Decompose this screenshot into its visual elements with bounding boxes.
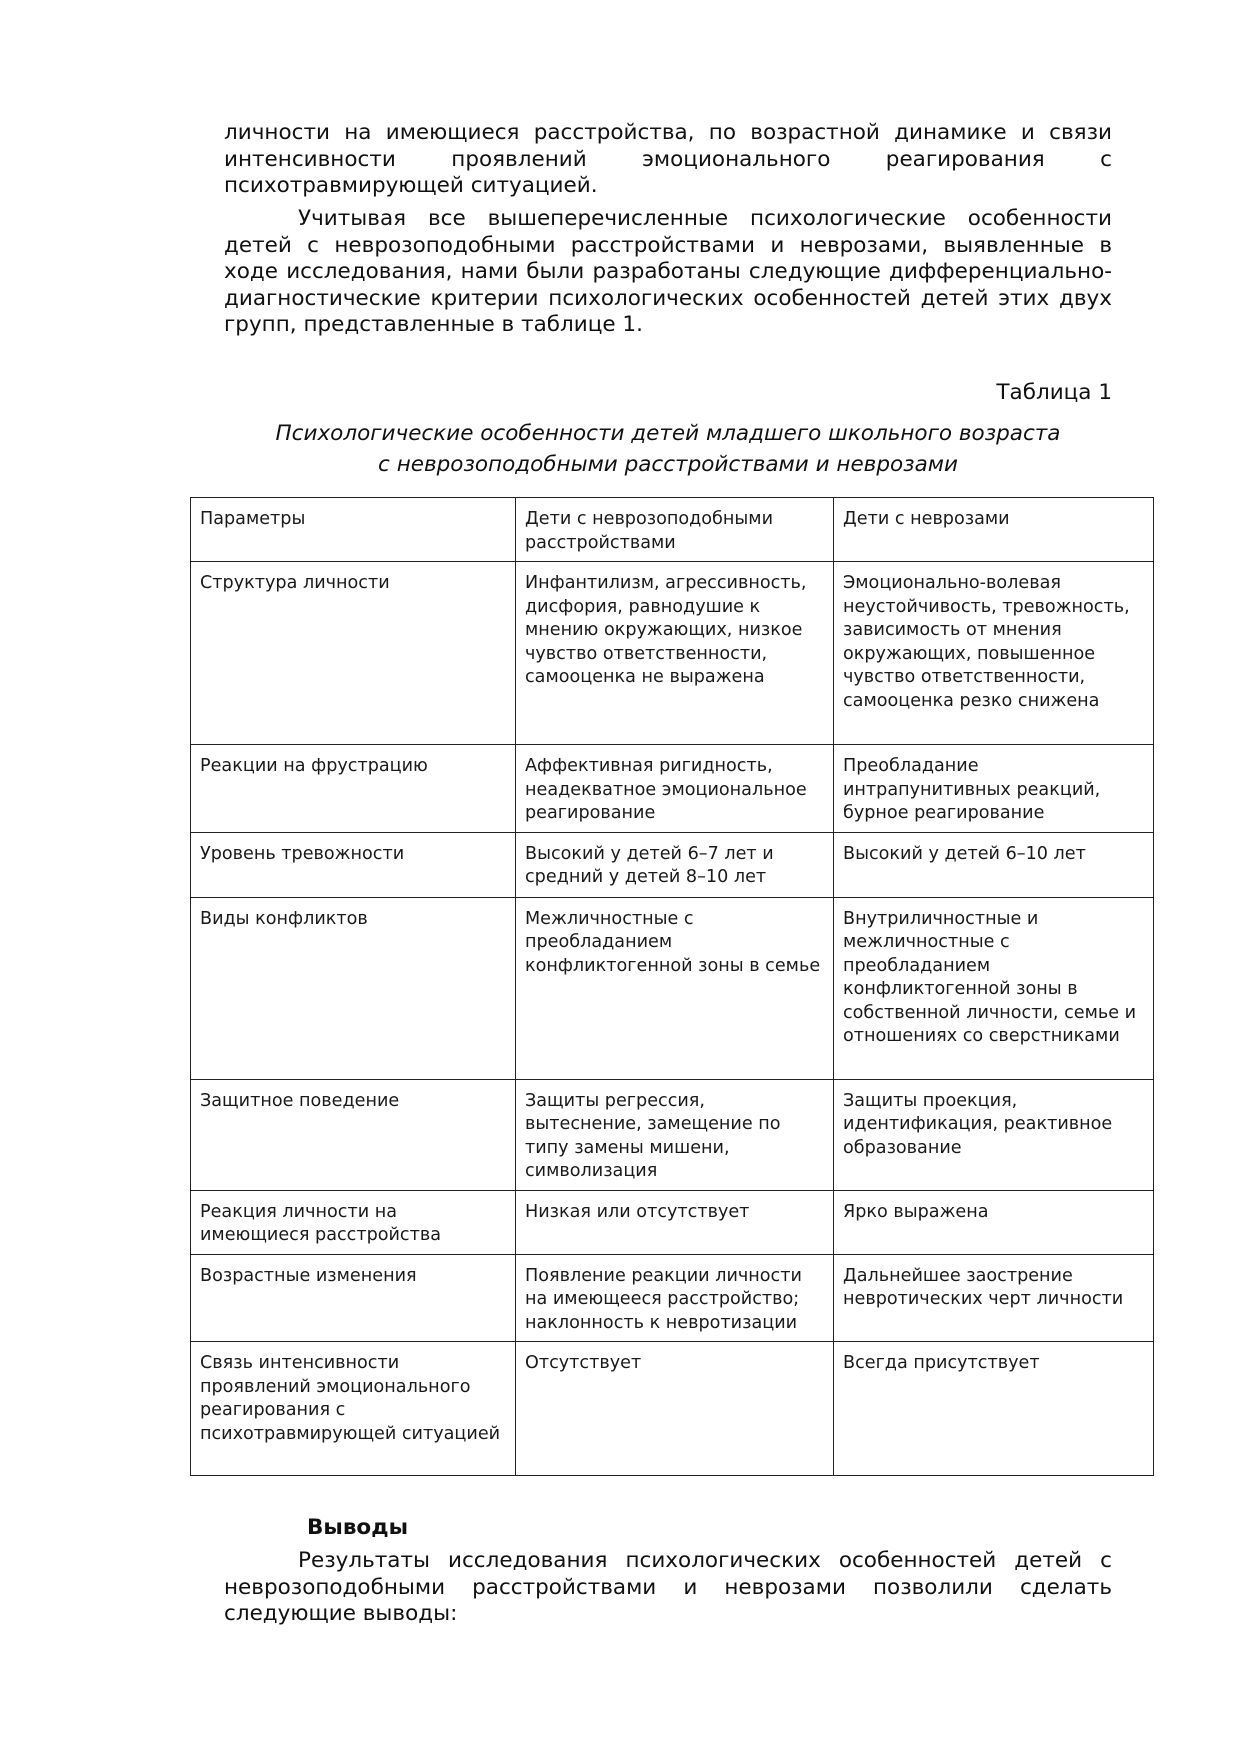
neurosis-like-cell: Низкая или отсутствует <box>516 1190 834 1254</box>
neuroses-cell: Высокий у детей 6–10 лет <box>834 832 1154 897</box>
parameter-cell: Связь интенсивности проявлений эмоционального реагирования с психотравмирующей ситуацией <box>191 1342 516 1476</box>
conclusions-heading: Выводы <box>307 1515 409 1540</box>
neurosis-like-cell: Высокий у детей 6–7 лет и средний у детей 8–10 лет <box>516 832 834 897</box>
neurosis-like-cell: Инфантилизм, агрессивность, дисфория, равнодушие к мнению окружающих, низкое чувство ответственности, самооценка не выражена <box>516 562 834 745</box>
table-title-line-2: с неврозоподобными расстройствами и неврозами <box>378 452 958 477</box>
neurosis-like-cell: Межличностные с преобладанием конфликтогенной зоны в семье <box>516 897 834 1079</box>
table-row <box>191 1190 1154 1254</box>
neurosis-like-cell: Отсутствует <box>516 1342 834 1476</box>
neuroses-cell: Защиты проекция, идентификация, реактивное образование <box>834 1079 1154 1190</box>
neuroses-cell: Всегда присутствует <box>834 1342 1154 1476</box>
neuroses-cell: Преобладание интрапунитивных реакций, бурное реагирование <box>834 745 1154 833</box>
conclusions-paragraph: Результаты исследования психологических особенностей детей с неврозоподобными расстройствами и неврозами позволили сделать следующие выводы: <box>224 1548 1112 1626</box>
table-title-line-1: Психологические особенности детей младшего школьного возраста <box>275 421 1061 446</box>
neurosis-like-cell: Защиты регрессия, вытеснение, замещение по типу замены мишени, символизация <box>516 1079 834 1190</box>
table-label: Таблица 1 <box>996 380 1112 405</box>
header-cell-parameters: Параметры <box>191 498 516 562</box>
parameter-cell: Защитное поведение <box>191 1079 516 1190</box>
header-cell-neurosis-like: Дети с неврозоподобными расстройствами <box>516 498 834 562</box>
neuroses-cell: Дальнейшее заострение невротических черт личности <box>834 1254 1154 1342</box>
neurosis-like-cell: Появление реакции личности на имеющееся расстройство; наклонность к невротизации <box>516 1254 834 1342</box>
table-row <box>191 745 1154 833</box>
criteria-table <box>190 497 1154 1476</box>
header-cell-neuroses: Дети с неврозами <box>834 498 1154 562</box>
intro-continuation: личности на имеющиеся расстройства, по возрастной динамике и связи интенсивности проявлений эмоционального реагирования с психотравмирующей ситуацией. <box>224 120 1112 198</box>
table-row <box>191 832 1154 897</box>
parameter-cell: Реакция личности на имеющиеся расстройства <box>191 1190 516 1254</box>
neurosis-like-cell: Аффективная ригидность, неадекватное эмоциональное реагирование <box>516 745 834 833</box>
intro-paragraph: Учитывая все вышеперечисленные психологические особенности детей с неврозоподобными расстройствами и неврозами, выявленные в ходе исследования, нами были разработаны следующие дифференциально-диагностические критерии психологических особенностей детей этих двух групп, представленные в таблице 1. <box>224 206 1112 337</box>
neuroses-cell: Внутриличностные и межличностные с преобладанием конфликтогенной зоны в собственной личности, семье и отношениях со сверстниками <box>834 897 1154 1079</box>
table-row <box>191 1254 1154 1342</box>
table-row <box>191 897 1154 1079</box>
table-row <box>191 562 1154 745</box>
parameter-cell: Реакции на фрустрацию <box>191 745 516 833</box>
table-row <box>191 1342 1154 1476</box>
parameter-cell: Уровень тревожности <box>191 832 516 897</box>
table-title <box>224 418 1112 480</box>
parameter-cell: Виды конфликтов <box>191 897 516 1079</box>
neuroses-cell: Эмоционально-волевая неустойчивость, тревожность, зависимость от мнения окружающих, повышенное чувство ответственности, самооценка резко снижена <box>834 562 1154 745</box>
table-header-row <box>191 498 1154 562</box>
neuroses-cell: Ярко выражена <box>834 1190 1154 1254</box>
table-row <box>191 1079 1154 1190</box>
parameter-cell: Структура личности <box>191 562 516 745</box>
parameter-cell: Возрастные изменения <box>191 1254 516 1342</box>
